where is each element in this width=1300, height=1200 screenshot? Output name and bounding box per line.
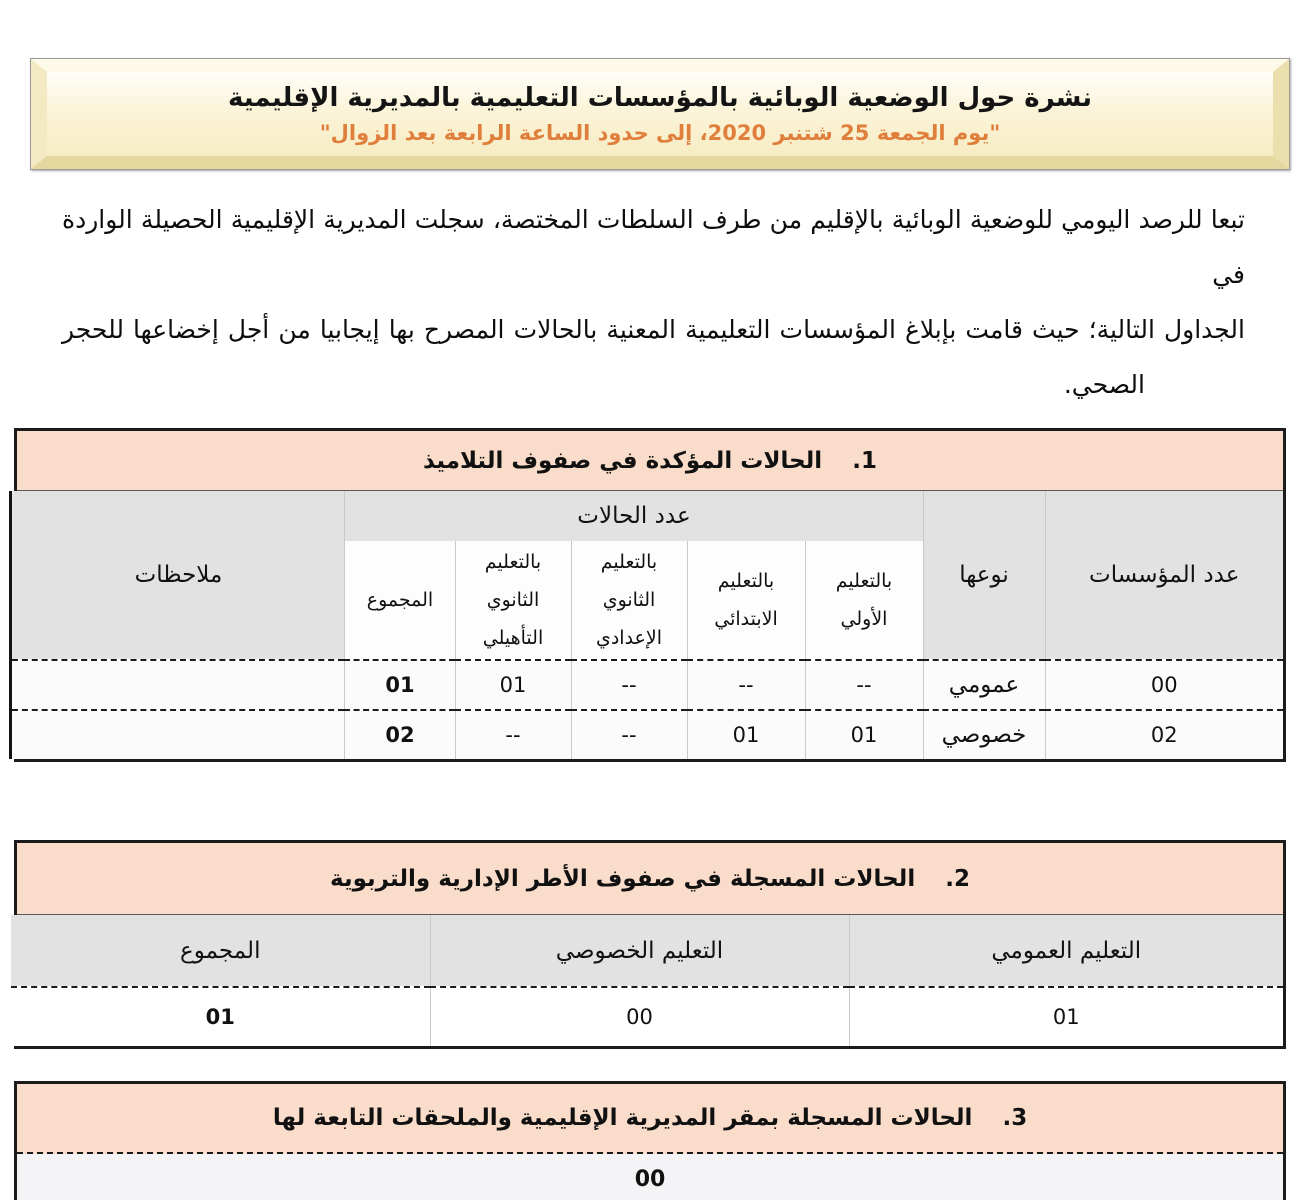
header-cases-count-group: عدد الحالات [345, 491, 923, 541]
section-number-2: 2. [945, 865, 970, 892]
cell-preschool-public: -- [805, 660, 923, 710]
students-cases-table [14, 428, 1286, 762]
header-public-education: التعليم العمومي [849, 915, 1283, 987]
header-primary: بالتعليم الابتدائي [687, 541, 805, 660]
cell-notes-private [11, 710, 345, 759]
intro-line-3: الصحي. [1063, 370, 1145, 399]
header-institutions-count: عدد المؤسسات [1045, 491, 1283, 660]
cell-staff-private: 00 [430, 987, 849, 1046]
intro-line-2: الجداول التالية؛ حيث قامت بإبلاغ المؤسسات التعليمية المعنية بالحالات المصرح بها إيجابيا من أجل إخضاعها للحجر [62, 315, 1245, 344]
cell-middle-private: -- [571, 710, 687, 759]
cell-type-private: خصوصي [923, 710, 1045, 759]
cell-total-public: 01 [345, 660, 455, 710]
staff-table-section-header [17, 843, 1283, 915]
header-middle-secondary: بالتعليم الثانوي الإعدادي [571, 541, 687, 660]
section-title-1: الحالات المؤكدة في صفوف التلاميذ [423, 447, 823, 474]
cell-institutions-public: 00 [1045, 660, 1283, 710]
cell-staff-total: 01 [11, 987, 430, 1046]
header-preschool: بالتعليم الأولي [805, 541, 923, 660]
cell-middle-public: -- [571, 660, 687, 710]
cell-primary-public: -- [687, 660, 805, 710]
header-type: نوعها [923, 491, 1045, 660]
section-number-3: 3. [1002, 1105, 1028, 1131]
header-notes: ملاحظات [11, 491, 345, 660]
intro-paragraph [62, 192, 1245, 412]
table-row-private [11, 710, 1283, 759]
cell-directorate-value: 00 [17, 1154, 1283, 1200]
cell-high-public: 01 [455, 660, 571, 710]
header-high-secondary: بالتعليم الثانوي التأهيلي [455, 541, 571, 660]
students-table-section-header [17, 431, 1283, 491]
document-title: نشرة حول الوضعية الوبائية بالمؤسسات التعليمية بالمديرية الإقليمية [228, 83, 1092, 113]
title-banner [30, 58, 1290, 170]
section-title-3: الحالات المسجلة بمقر المديرية الإقليمية والملحقات التابعة لها [272, 1105, 973, 1131]
intro-line-1: تبعا للرصد اليومي للوضعية الوبائية بالإقليم من طرف السلطات المختصة، سجلت المديرية الإقليمية الحصيلة الواردة في [62, 205, 1245, 289]
directorate-table-section-header [17, 1084, 1283, 1154]
staff-table-grid [11, 915, 1283, 1046]
cell-high-private: -- [455, 710, 571, 759]
students-table-header-row-top [11, 491, 1283, 541]
cell-notes-public [11, 660, 345, 710]
students-table-grid [9, 491, 1283, 759]
header-staff-total: المجموع [11, 915, 430, 987]
staff-table-data-row [11, 987, 1283, 1046]
header-total: المجموع [345, 541, 455, 660]
staff-cases-table [14, 840, 1286, 1049]
cell-total-private: 02 [345, 710, 455, 759]
section-number-1: 1. [852, 447, 877, 474]
staff-table-header-row [11, 915, 1283, 987]
document-subtitle: "يوم الجمعة 25 شتنبر 2020، إلى حدود الساعة الرابعة بعد الزوال" [319, 121, 1001, 145]
cell-preschool-private: 01 [805, 710, 923, 759]
section-title-2: الحالات المسجلة في صفوف الأطر الإدارية والتربوية [330, 865, 916, 892]
cell-primary-private: 01 [687, 710, 805, 759]
table-row-public [11, 660, 1283, 710]
header-private-education: التعليم الخصوصي [430, 915, 849, 987]
directorate-cases-table [14, 1081, 1286, 1200]
cell-type-public: عمومي [923, 660, 1045, 710]
cell-staff-public: 01 [849, 987, 1283, 1046]
title-banner-bevel [31, 59, 1289, 169]
cell-institutions-private: 02 [1045, 710, 1283, 759]
